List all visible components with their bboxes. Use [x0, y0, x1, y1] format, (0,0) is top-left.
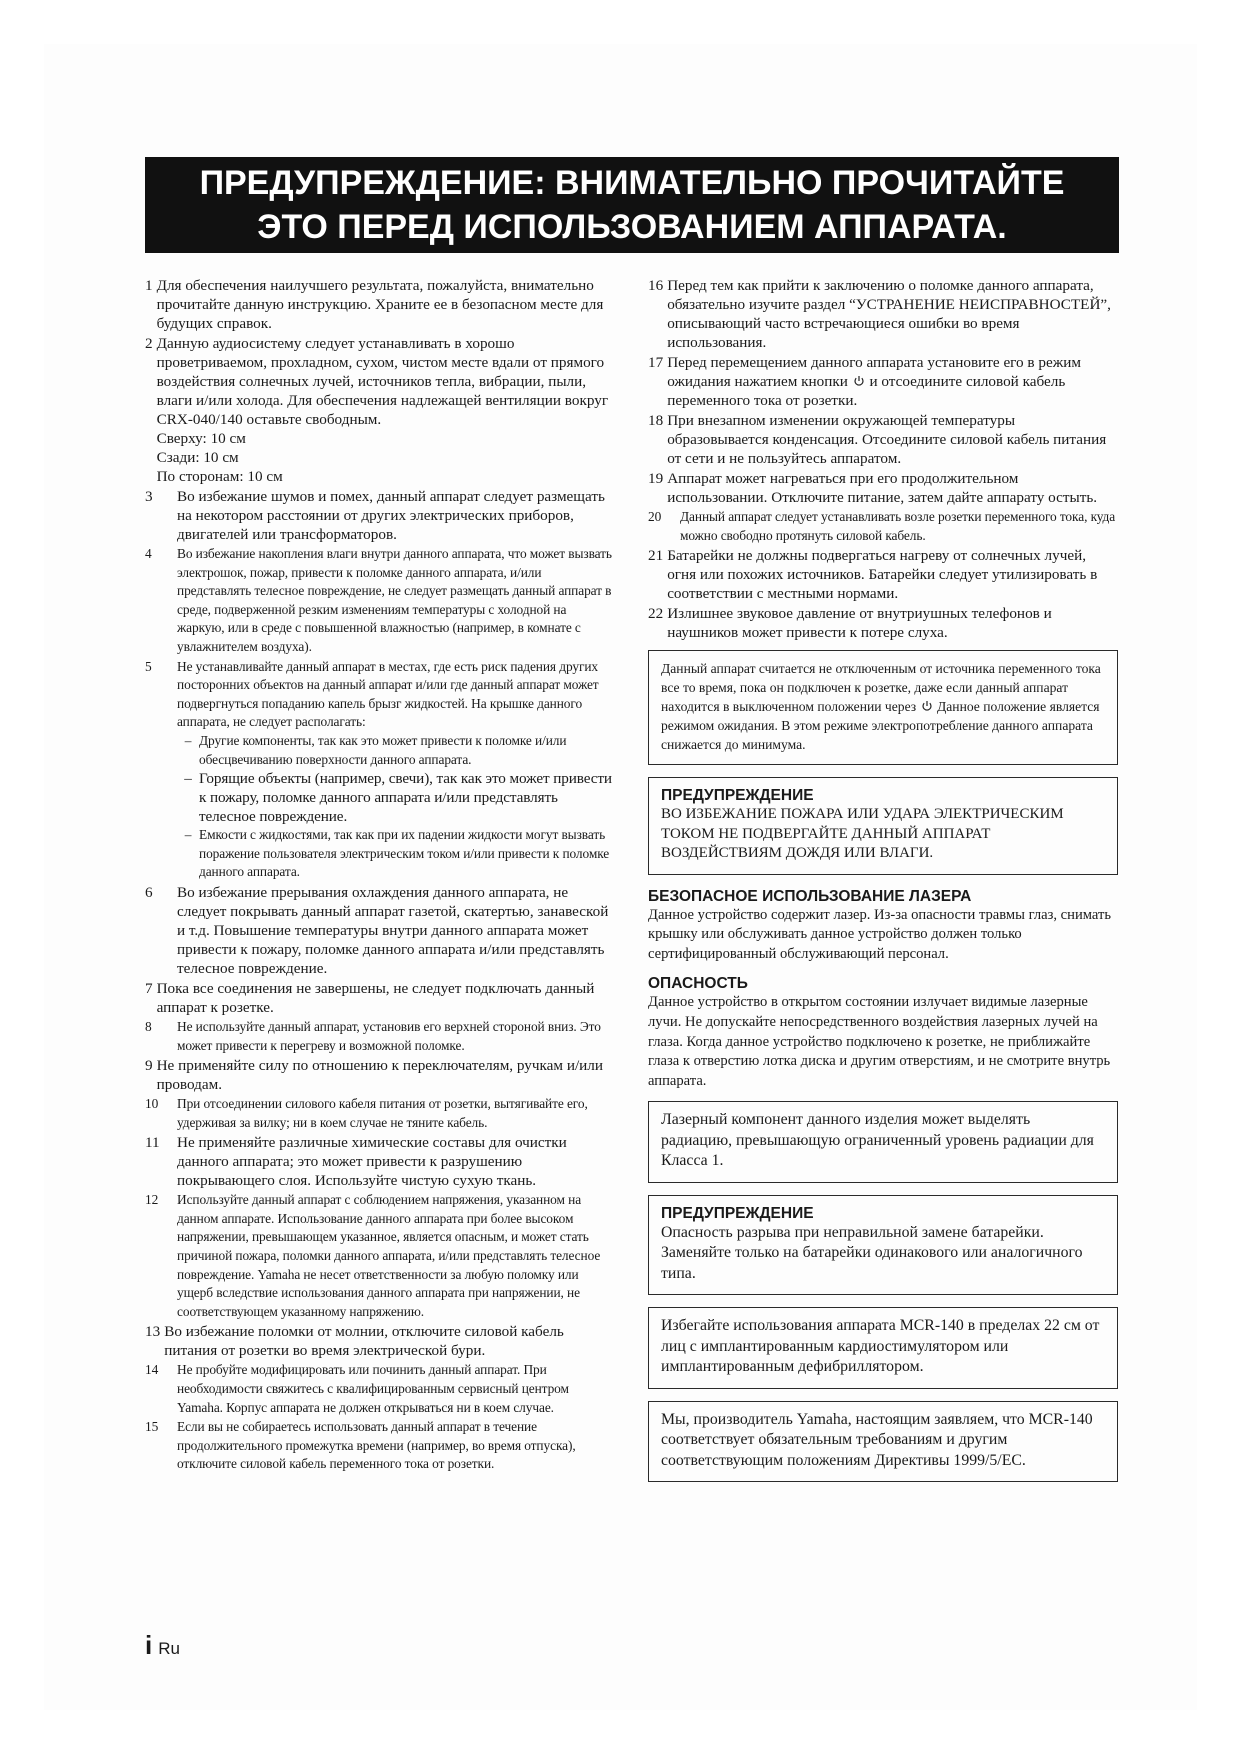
sublist-text: Другие компоненты, так как это может привести к поломке и/или обесцвечиванию поверхности данного аппарата. [199, 732, 567, 767]
item-text: Батарейки не должны подвергаться нагреву от солнечных лучей, огня или похожих источников. Батарейки следует утилизировать в соответствии с местными нормами. [667, 547, 1098, 603]
sublist-item [177, 769, 612, 826]
item-text: Пока все соединения не завершены, не следует подключать данный аппарат к розетке. [156, 979, 595, 1016]
item-body [157, 334, 612, 486]
power-standby-icon [853, 375, 865, 387]
laser-text: Данное устройство содержит лазер. Из-за опасности травмы глаз, снимать крышку или обслуживать данное устройство должен только сертифицированный обслуживающий персонал. [648, 906, 1112, 962]
laser-heading: БЕЗОПАСНОЕ ИСПОЛЬЗОВАНИЕ ЛАЗЕРА [648, 887, 972, 905]
language-code: Ru [158, 1639, 180, 1658]
sublist [177, 732, 612, 882]
item-text: При отсоединении силового кабеля питания от розетки, вытягивайте его, удерживая за вилку; ни в коем случае не тяните кабель. [177, 1096, 588, 1130]
item-text: Во избежание накопления влаги внутри данного аппарата, что может вызвать электрошок, пожар, привести к поломке данного аппарата, и/или представлять телесное повреждение, не следует размещать данный аппарат в среде, подверженной резким изменениям температуры с холодной на жаркую, или в среде с повышенной влажностью (например, в комнате с увлажнителем воздуха). [177, 546, 612, 654]
list-item [145, 1056, 612, 1094]
warning-banner [145, 157, 1119, 253]
list-item [145, 1095, 612, 1132]
item-number: 14 [145, 1362, 159, 1378]
clearance-top: Сверху: 10 см [156, 430, 246, 447]
list-item [648, 469, 1118, 507]
left-column [145, 276, 612, 1475]
battery-warning-text: Опасность разрыва при неправильной замене батарейки. Заменяйте только на батарейки одинакового или аналогичного типа. [661, 1223, 1083, 1282]
item-number: 22 [648, 605, 664, 623]
item-number: 13 [145, 1323, 161, 1341]
item-number: 5 [145, 658, 152, 674]
list-item [648, 353, 1118, 410]
item-text: Данную аудиосистему следует устанавливать в хорошо проветриваемом, прохладном, сухом, чистом месте вдали от прямого воздействия солнечных лучей, источников тепла, вибрации, пыли, влаги и/или холода. Для обеспечения надлежащей вентиляции вокруг CRX-040/140 оставьте свободным. [156, 335, 609, 428]
laser-class-box [648, 1101, 1118, 1183]
list-item [145, 979, 612, 1017]
item-body [667, 353, 1118, 410]
page-footer [145, 1630, 180, 1661]
list-item [145, 1018, 612, 1055]
list-item [145, 1191, 612, 1321]
pacemaker-notice-text: Избегайте использования аппарата MCR-140 в пределах 22 см от лиц с имплантированным кардиостимулятором или имплантированным дефибриллятором. [661, 1317, 1100, 1376]
notice-text: Данный аппарат считается не отключенным от источника переменного тока все то время, пока он подключен к розетке, даже если данный аппарат находится в выключенном положении через [661, 661, 1101, 715]
item-text: Во избежание прерывания охлаждения данного аппарата, не следует покрывать данный аппарат газетой, скатертью, занавеской и т.д. Повышение температуры внутри данного аппарата может привести к пожару, поломке данного аппарата и/или представлять телесное повреждение. [177, 883, 609, 977]
item-number: 8 [145, 1018, 152, 1034]
item-text: При внезапном изменении окружающей температуры образовывается конденсация. Отсоедините силовой кабель питания от сети и не пользуйтесь аппаратом. [667, 412, 1107, 467]
item-number: 15 [145, 1419, 159, 1435]
warning-text: ВО ИЗБЕЖАНИЕ ПОЖАРА ИЛИ УДАРА ЭЛЕКТРИЧЕСКИМ ТОКОМ НЕ ПОДВЕРГАЙТЕ ДАННЫЙ АППАРАТ ВОЗДЕЙСТВИЯМ ДОЖДЯ ИЛИ ВЛАГИ. [661, 806, 1064, 862]
item-number: 12 [145, 1192, 159, 1208]
standby-notice-box [648, 650, 1118, 765]
dash: – [184, 770, 192, 788]
item-number: 6 [145, 883, 153, 901]
item-text: Во избежание поломки от молнии, отключите силовой кабель питания от розетки во время электрической бури. [164, 1323, 564, 1360]
pacemaker-notice-box [648, 1307, 1118, 1389]
list-item [145, 1418, 612, 1474]
item-text: Не применяйте силу по отношению к переключателям, ручкам и/или проводам. [156, 1057, 603, 1094]
item-text: Излишнее звуковое давление от внутриушных телефонов и наушников может привести к потере слуха. [667, 605, 1052, 642]
item-number: 11 [145, 1134, 160, 1152]
item-text: Для обеспечения наилучшего результата, пожалуйста, внимательно прочитайте данную инструкцию. Храните ее в безопасном месте для будущих справок. [156, 277, 604, 332]
item-number: 7 [145, 979, 153, 997]
item-text: Используйте данный аппарат с соблюдением напряжения, указанном на данном аппарате. Использование данного аппарата при более высоком напряжении, превышающем указанное, является опасным, и может стать причиной пожара, поломки данного аппарата, и/или представлять телесное повреждение. Yamaha не несет ответственности за любую поломку или ущерб вследствие использования данного аппарата при напряжении, не соответствующем указанному напряжению. [177, 1192, 601, 1319]
battery-warning-heading: ПРЕДУПРЕЖДЕНИЕ [661, 1204, 814, 1222]
warning-heading: ПРЕДУПРЕЖДЕНИЕ [661, 787, 814, 805]
list-item [145, 545, 612, 657]
item-text: Данный аппарат следует устанавливать возле розетки переменного тока, куда можно свободно протянуть силовой кабель. [680, 509, 1116, 543]
item-number: 9 [145, 1057, 153, 1075]
item-text: Не устанавливайте данный аппарат в местах, где есть риск падения других посторонних объектов на данный аппарат и/или где данный аппарат может подвергнуться попаданию капель брызг жидкостей. На крышке данного аппарата, не следует располагать: [177, 658, 599, 730]
list-item [648, 508, 1118, 545]
clearance-sides: По сторонам: 10 см [156, 468, 283, 485]
danger-text: Данное устройство в открытом состоянии излучает видимые лазерные лучи. Не допускайте непосредственного воздействия лазерных лучей на глаза. Когда данное устройство подключено к розетке, не приближайте глаза к отверстию лотка диска и другим отверстиям, и не смотрите внутрь аппарата. [648, 994, 1111, 1089]
item-number: 21 [648, 547, 664, 565]
conformity-box [648, 1401, 1118, 1483]
item-number: 4 [145, 546, 152, 561]
list-item [145, 1133, 612, 1190]
item-number: 10 [145, 1096, 159, 1112]
banner-line-2: ЭТО ПЕРЕД ИСПОЛЬЗОВАНИЕМ АППАРАТА. [257, 208, 1007, 246]
item-number: 18 [648, 412, 664, 429]
list-item [145, 658, 612, 882]
power-standby-icon [921, 700, 933, 712]
item-body [177, 658, 612, 882]
conformity-text: Мы, производитель Yamaha, настоящим заявляем, что MCR-140 соответствует обязательным требованиям и другим соответствующим положениям Директивы 1999/5/EC. [661, 1410, 1093, 1469]
laser-class-text: Лазерный компонент данного изделия может выделять радиацию, превышающую ограниченный уровень радиации для Класса 1. [661, 1111, 1094, 1170]
item-text: Не пробуйте модифицировать или починить данный аппарат. При необходимости свяжитесь с квалифицированным сервисный центром Yamaha. Корпус аппарата не должен открываться ни в коем случае. [177, 1362, 569, 1415]
item-number: 3 [145, 488, 153, 505]
item-number: 17 [648, 354, 664, 371]
banner-line-1: ПРЕДУПРЕЖДЕНИЕ: ВНИМАТЕЛЬНО ПРОЧИТАЙТЕ [199, 164, 1065, 202]
item-text: Не применяйте различные химические составы для очистки данного аппарата; это может привести к разрушению покрывающего слоя. Используйте чистую сухую ткань. [177, 1134, 567, 1190]
item-text: Если вы не собираетесь использовать данный аппарат в течение продолжительного промежутка времени (например, во время отпуска), отключите силовой кабель переменного тока от розетки. [177, 1419, 576, 1472]
item-text: Перед тем как прийти к заключению о поломке данного аппарата, обязательно изучите раздел “УСТРАНЕНИЕ НЕИСПРАВНОСТЕЙ”, описывающий часто встречающиеся ошибки во время использования. [667, 277, 1111, 351]
item-text-cont: и отсоедините силовой кабель переменного тока от розетки. [667, 373, 1066, 409]
list-item [145, 1322, 612, 1360]
item-number: 1 [145, 277, 153, 294]
danger-heading: ОПАСНОСТЬ [648, 975, 748, 993]
item-text: Аппарат может нагреваться при его продолжительном использовании. Отключите питание, затем дайте аппарату остыть. [667, 470, 1098, 506]
battery-warning-box [648, 1195, 1118, 1296]
item-text: Во избежание шумов и помех, данный аппарат следует размещать на некотором расстоянии от других электрических приборов, двигателей или трансформаторов. [177, 488, 605, 543]
sublist-item [177, 732, 612, 769]
warning-box-shock [648, 777, 1118, 875]
item-number: 16 [648, 277, 664, 294]
right-column [648, 276, 1118, 1494]
list-item [145, 883, 612, 978]
list-item [145, 334, 612, 486]
list-item [648, 411, 1118, 468]
list-item [648, 604, 1118, 642]
list-item [145, 1361, 612, 1417]
list-item [145, 487, 612, 544]
list-item [145, 276, 612, 333]
item-number: 20 [648, 509, 662, 524]
dash: – [184, 827, 192, 843]
item-text: Перед перемещением данного аппарата установите его в режим ожидания нажатием кнопки [667, 354, 1081, 390]
list-item [648, 276, 1118, 352]
page-number: i [145, 1630, 153, 1660]
list-item [648, 546, 1118, 603]
dash: – [184, 732, 192, 748]
sublist-text: Горящие объекты (например, свечи), так как это может привести к пожару, поломке данного аппарата и/или представлять телесное повреждение. [199, 770, 612, 826]
item-number: 19 [648, 470, 664, 487]
clearance-back: Сзади: 10 см [156, 449, 239, 466]
notice-text-cont: Данное положение является режимом ожидания. В этом режиме электропотребление данного аппарата снижается до минимума. [661, 699, 1100, 753]
item-number: 2 [145, 335, 153, 352]
item-text: Не используйте данный аппарат, установив его верхней стороной вниз. Это может привести к перегреву и возможной поломке. [177, 1018, 601, 1053]
sublist-text: Емкости с жидкостями, так как при их падении жидкости могут вызвать поражение пользователя электрическим током и/или привести к поломке данного аппарата. [199, 827, 610, 880]
sublist-item [177, 826, 612, 882]
